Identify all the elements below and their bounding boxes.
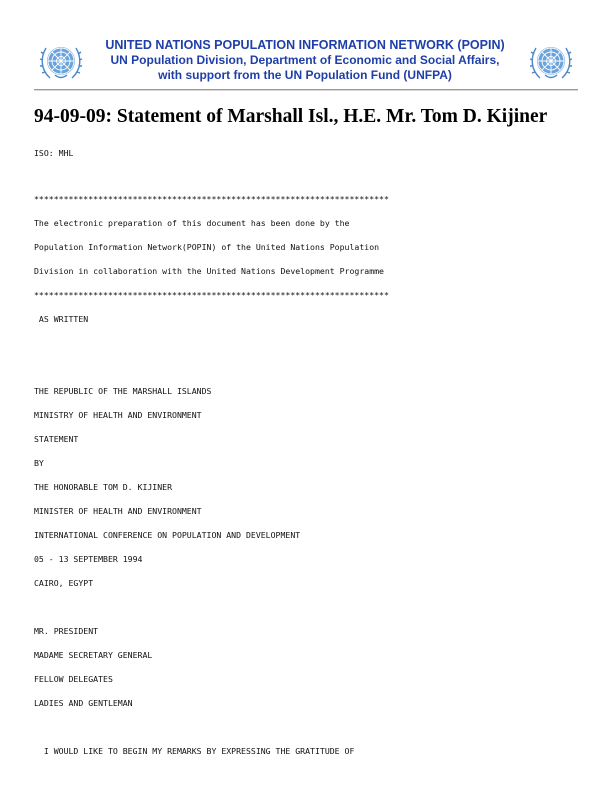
header-divider — [34, 89, 578, 91]
text-line: LADIES AND GENTLEMAN — [34, 698, 133, 708]
text-line: MINISTRY OF HEALTH AND ENVIRONMENT — [34, 410, 202, 420]
text-line: ISO: MHL — [34, 148, 74, 158]
text-line: STATEMENT — [34, 434, 79, 444]
text-line: I WOULD LIKE TO BEGIN MY REMARKS BY EXPRESSING THE GRATITUDE OF — [34, 746, 355, 756]
text-line: FELLOW DELEGATES — [34, 674, 113, 684]
text-line: CAIRO, EGYPT — [34, 578, 94, 588]
text-line: AS WRITTEN — [34, 314, 89, 324]
text-line: 05 - 13 SEPTEMBER 1994 — [34, 554, 143, 564]
un-emblem-icon — [38, 38, 84, 84]
text-line: The electronic preparation of this document has been done by the — [34, 218, 350, 228]
text-line: MINISTER OF HEALTH AND ENVIRONMENT — [34, 506, 202, 516]
header-line-1: UNITED NATIONS POPULATION INFORMATION NETWORK (POPIN) — [105, 38, 505, 52]
header-line-3: with support from the UN Population Fund (UNFPA) — [158, 68, 452, 82]
page-header — [0, 0, 612, 92]
page-title: 94-09-09: Statement of Marshall Isl., H.E. Mr. Tom D. Kijiner — [34, 106, 548, 127]
text-line: Population Information Network(POPIN) of the United Nations Population — [34, 242, 380, 252]
text-line: Division in collaboration with the United Nations Development Programme — [34, 266, 384, 276]
text-line: MR. PRESIDENT — [34, 626, 99, 636]
text-line: THE REPUBLIC OF THE MARSHALL ISLANDS — [34, 386, 212, 396]
text-line: ************************************************************************ — [34, 194, 389, 204]
header-text — [90, 38, 520, 83]
text-line: MADAME SECRETARY GENERAL — [34, 650, 153, 660]
text-line: INTERNATIONAL CONFERENCE ON POPULATION AND DEVELOPMENT — [34, 530, 301, 540]
header-line-2: UN Population Division, Department of Economic and Social Affairs, — [110, 53, 500, 67]
un-emblem-icon — [528, 38, 574, 84]
text-line: THE HONORABLE TOM D. KIJINER — [34, 482, 173, 492]
text-line: BY — [34, 458, 44, 468]
text-line: ************************************************************************ — [34, 290, 389, 300]
